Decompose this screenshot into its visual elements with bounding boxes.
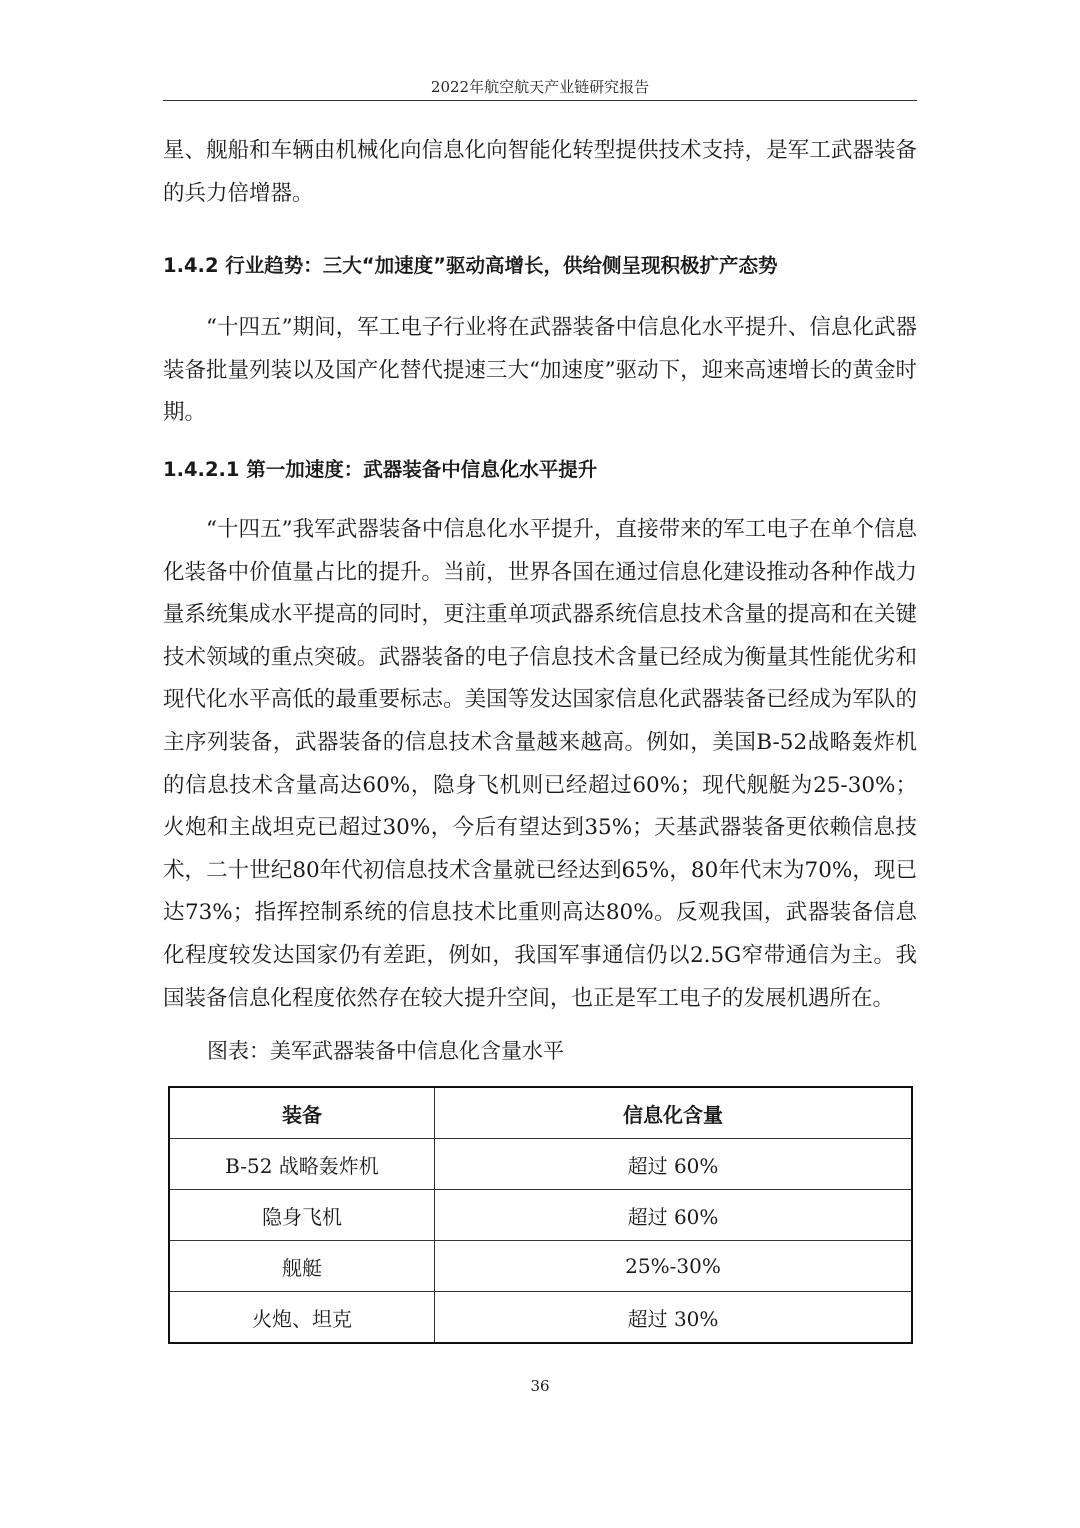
- table-row: [169, 1190, 912, 1241]
- paragraph-intro: “十四五”期间，军工电子行业将在武器装备中信息化水平提升、信息化武器装备批量列装以及国产化替代提速三大“加速度”驱动下，迎来高速增长的黄金时期。: [163, 315, 917, 426]
- spacer: [163, 281, 917, 307]
- header-divider: [163, 100, 917, 101]
- cell-info-content: 超过 60%: [435, 1139, 913, 1190]
- table-caption: 图表：美军武器装备中信息化含量水平: [207, 1039, 564, 1064]
- cell-info-content: 超过 60%: [435, 1190, 913, 1241]
- cell-info-content: 25%-30%: [435, 1241, 913, 1292]
- table-row: [169, 1139, 912, 1190]
- paragraph-continuation: 星、舰船和车辆由机械化向信息化向智能化转型提供技术支持，是军工武器装备的兵力倍增器。: [163, 138, 917, 206]
- spacer: [163, 1066, 917, 1086]
- header-equipment: 装备: [169, 1087, 435, 1139]
- table-row: [169, 1241, 912, 1292]
- page-header-title: 2022年航空航天产业链研究报告: [430, 78, 650, 96]
- spacer: [163, 1020, 917, 1036]
- paragraph-body: “十四五”我军武器装备中信息化水平提升，直接带来的军工电子在单个信息化装备中价值量占比的提升。当前，世界各国在通过信息化建设推动各种作战力量系统集成水平提高的同时，更注重单项武器系统信息技术含量的提高和在关键技术领域的重点突破。武器装备的电子信息技术含量已经成为衡量其性能优劣和现代化水平高低的最重要标志。美国等发达国家信息化武器装备已经成为军队的主序列装备，武器装备的信息技术含量越来越高。例如，美国B-52战略轰炸机的信息技术含量高达60%，隐身飞机则已经超过60%；现代舰艇为25-30%；火炮和主战坦克已超过30%，今后有望达到35%；天基武器装备更依赖信息技术，二十世纪80年代初信息技术含量就已经达到65%，80年代末为70%，现已达73%；指挥控制系统的信息技术比重则高达80%。反观我国，武器装备信息化程度较发达国家仍有差距，例如，我国军事通信仍以2.5G窄带通信为主。我国装备信息化程度依然存在较大提升空间，也正是军工电子的发展机遇所在。: [163, 516, 917, 1011]
- spacer: [163, 215, 917, 251]
- section-heading-1-4-2-1: 1.4.2.1 第一加速度：武器装备中信息化水平提升: [163, 457, 598, 481]
- cell-equipment: B-52 战略轰炸机: [169, 1139, 435, 1190]
- spacer: [163, 485, 917, 509]
- header-info-content: 信息化含量: [435, 1087, 913, 1139]
- cell-equipment: 舰艇: [169, 1241, 435, 1292]
- cell-equipment: 隐身飞机: [169, 1190, 435, 1241]
- table-header-row: [169, 1087, 912, 1139]
- spacer: [163, 435, 917, 455]
- page-number: 36: [530, 1377, 550, 1395]
- page-content: [163, 130, 917, 1344]
- section-heading-1-4-2: 1.4.2 行业趋势：三大“加速度”驱动高增长，供给侧呈现积极扩产态势: [163, 254, 778, 278]
- table-row: [169, 1292, 912, 1344]
- info-content-table: [168, 1086, 913, 1344]
- cell-equipment: 火炮、坦克: [169, 1292, 435, 1344]
- cell-info-content: 超过 30%: [435, 1292, 913, 1344]
